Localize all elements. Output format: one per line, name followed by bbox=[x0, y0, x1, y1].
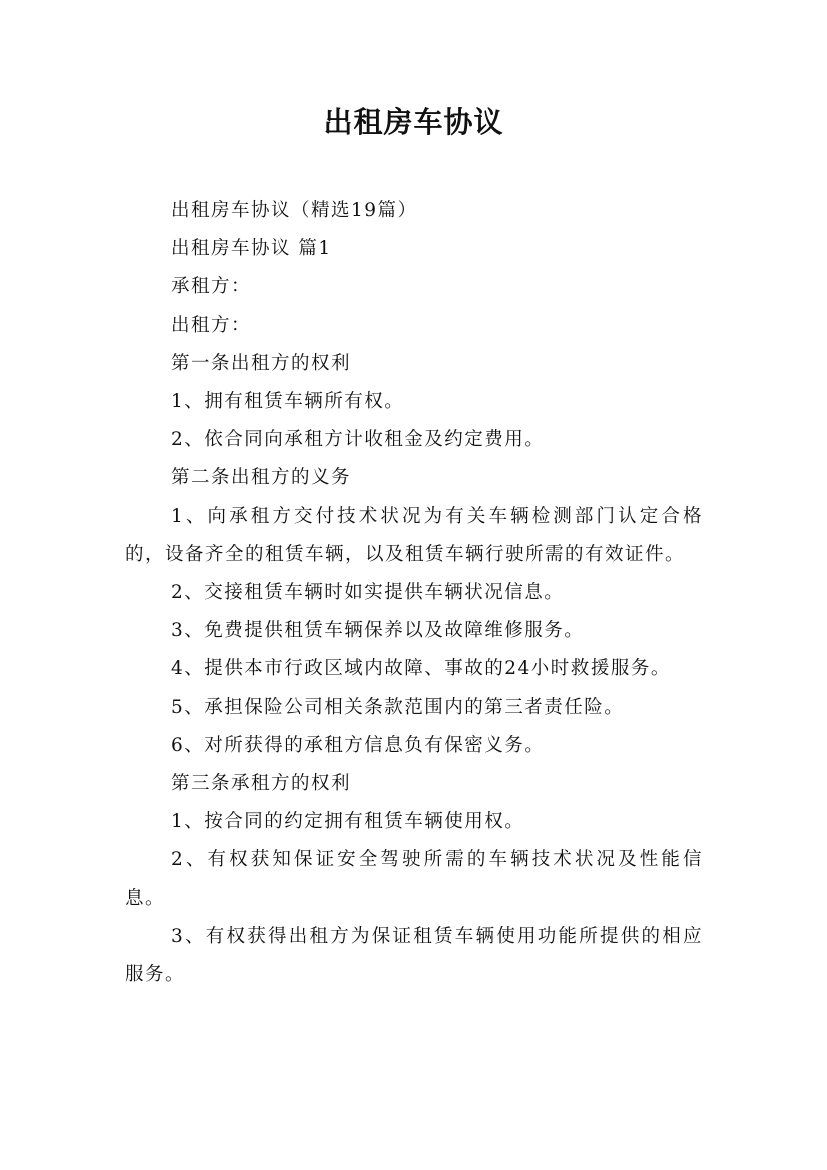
section-heading: 出租房车协议 篇1 bbox=[171, 238, 332, 260]
clause-paragraph: 2、有权获知保证安全驾驶所需的车辆技术状况及性能信息。 bbox=[125, 849, 703, 909]
clause-paragraph: 6、对所获得的承租方信息负有保密义务。 bbox=[171, 734, 545, 756]
lessor-line: 出租方： bbox=[171, 314, 252, 336]
clause-paragraph: 3、免费提供租赁车辆保养以及故障维修服务。 bbox=[171, 620, 585, 642]
article-heading: 第二条出租方的义务 bbox=[171, 467, 352, 489]
clause-paragraph: 1、拥有租赁车辆所有权。 bbox=[171, 391, 405, 413]
lessee-line: 承租方： bbox=[171, 276, 252, 298]
subtitle-paragraph: 出租房车协议（精选19篇） bbox=[171, 200, 418, 221]
clause-paragraph: 5、承担保险公司相关条款范围内的第三者责任险。 bbox=[171, 696, 625, 718]
document-body bbox=[125, 192, 703, 994]
clause-paragraph: 1、向承租方交付技术状况为有关车辆检测部门认定合格的，设备齐全的租赁车辆，以及租赁车辆行驶所需的有效证件。 bbox=[125, 505, 703, 565]
clause-paragraph: 1、按合同的约定拥有租赁车辆使用权。 bbox=[171, 811, 525, 833]
clause-paragraph: 3、有权获得出租方为保证租赁车辆使用功能所提供的相应服务。 bbox=[125, 925, 703, 986]
clause-paragraph: 2、依合同向承租方计收租金及约定费用。 bbox=[171, 429, 545, 451]
article-heading: 第一条出租方的权利 bbox=[171, 352, 352, 374]
article-heading: 第三条承租方的权利 bbox=[171, 773, 352, 795]
clause-paragraph: 2、交接租赁车辆时如实提供车辆状况信息。 bbox=[171, 582, 565, 604]
document-title: 出租房车协议 bbox=[323, 105, 504, 139]
clause-paragraph: 4、提供本市行政区域内故障、事故的24小时救援服务。 bbox=[171, 658, 671, 680]
